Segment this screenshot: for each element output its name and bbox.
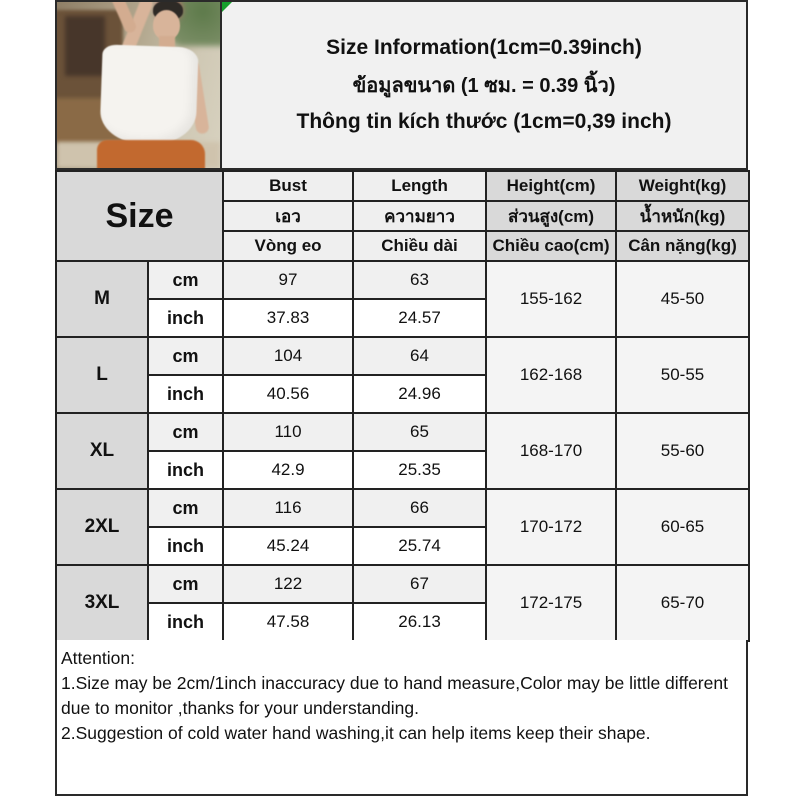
unit-label-cm: cm — [148, 565, 223, 603]
size-label: XL — [56, 413, 148, 489]
size-header: Size — [56, 171, 223, 261]
title-thai: ข้อมูลขนาด (1 ซม. = 0.39 นิ้ว) — [352, 75, 616, 97]
unit-label-inch: inch — [148, 603, 223, 641]
height-range: 172-175 — [486, 565, 616, 641]
bust-inch-value: 47.58 — [223, 603, 353, 641]
header-weight-th: น้ำหนัก(kg) — [616, 201, 749, 231]
header-length-vi: Chiều dài — [353, 231, 486, 261]
unit-label-inch: inch — [148, 299, 223, 337]
header-bust-vi: Vòng eo — [223, 231, 353, 261]
unit-label-inch: inch — [148, 527, 223, 565]
header-height-vi: Chiều cao(cm) — [486, 231, 616, 261]
bust-inch-value: 37.83 — [223, 299, 353, 337]
bust-cm-value: 104 — [223, 337, 353, 375]
size-label: 3XL — [56, 565, 148, 641]
bust-cm-value: 97 — [223, 261, 353, 299]
size-label: L — [56, 337, 148, 413]
header-height-th: ส่วนสูง(cm) — [486, 201, 616, 231]
weight-range: 65-70 — [616, 565, 749, 641]
bust-inch-value: 42.9 — [223, 451, 353, 489]
weight-range: 60-65 — [616, 489, 749, 565]
unit-label-cm: cm — [148, 413, 223, 451]
attention-box — [55, 640, 748, 796]
product-photo — [55, 0, 222, 170]
green-corner-marker-icon — [222, 2, 232, 12]
height-range: 162-168 — [486, 337, 616, 413]
title-vietnamese: Thông tin kích thước (1cm=0,39 inch) — [296, 110, 672, 133]
unit-label-cm: cm — [148, 337, 223, 375]
header-bust-th: เอว — [223, 201, 353, 231]
length-inch-value: 24.96 — [353, 375, 486, 413]
bust-inch-value: 45.24 — [223, 527, 353, 565]
unit-label-inch: inch — [148, 375, 223, 413]
bust-cm-value: 116 — [223, 489, 353, 527]
size-label: M — [56, 261, 148, 337]
photo-white-tank-top — [99, 44, 198, 145]
length-cm-value: 65 — [353, 413, 486, 451]
bust-cm-value: 110 — [223, 413, 353, 451]
weight-range: 55-60 — [616, 413, 749, 489]
height-range: 170-172 — [486, 489, 616, 565]
size-table — [55, 170, 750, 642]
length-cm-value: 67 — [353, 565, 486, 603]
photo-cabinet-panel — [65, 16, 105, 76]
attention-heading: Attention: — [61, 648, 135, 668]
weight-range: 50-55 — [616, 337, 749, 413]
bust-inch-value: 40.56 — [223, 375, 353, 413]
length-cm-value: 66 — [353, 489, 486, 527]
title-box — [222, 0, 748, 170]
length-inch-value: 25.74 — [353, 527, 486, 565]
header-length-en: Length — [353, 171, 486, 201]
header-bust-en: Bust — [223, 171, 353, 201]
attention-note-1: 1.Size may be 2cm/1inch inaccuracy due to hand measure,Color may be little different due to monitor ,thanks for your understanding. — [61, 672, 728, 718]
unit-label-cm: cm — [148, 261, 223, 299]
header-weight-en: Weight(kg) — [616, 171, 749, 201]
length-cm-value: 64 — [353, 337, 486, 375]
header-length-th: ความยาว — [353, 201, 486, 231]
height-range: 155-162 — [486, 261, 616, 337]
length-cm-value: 63 — [353, 261, 486, 299]
weight-range: 45-50 — [616, 261, 749, 337]
photo-orange-pants — [97, 140, 205, 170]
unit-label-cm: cm — [148, 489, 223, 527]
height-range: 168-170 — [486, 413, 616, 489]
size-label: 2XL — [56, 489, 148, 565]
header-height-en: Height(cm) — [486, 171, 616, 201]
length-inch-value: 24.57 — [353, 299, 486, 337]
header-weight-vi: Cân nặng(kg) — [616, 231, 749, 261]
length-inch-value: 25.35 — [353, 451, 486, 489]
length-inch-value: 26.13 — [353, 603, 486, 641]
unit-label-inch: inch — [148, 451, 223, 489]
bust-cm-value: 122 — [223, 565, 353, 603]
attention-note-2: 2.Suggestion of cold water hand washing,it can help items keep their shape. — [61, 722, 651, 743]
title-english: Size Information(1cm=0.39inch) — [326, 36, 642, 59]
